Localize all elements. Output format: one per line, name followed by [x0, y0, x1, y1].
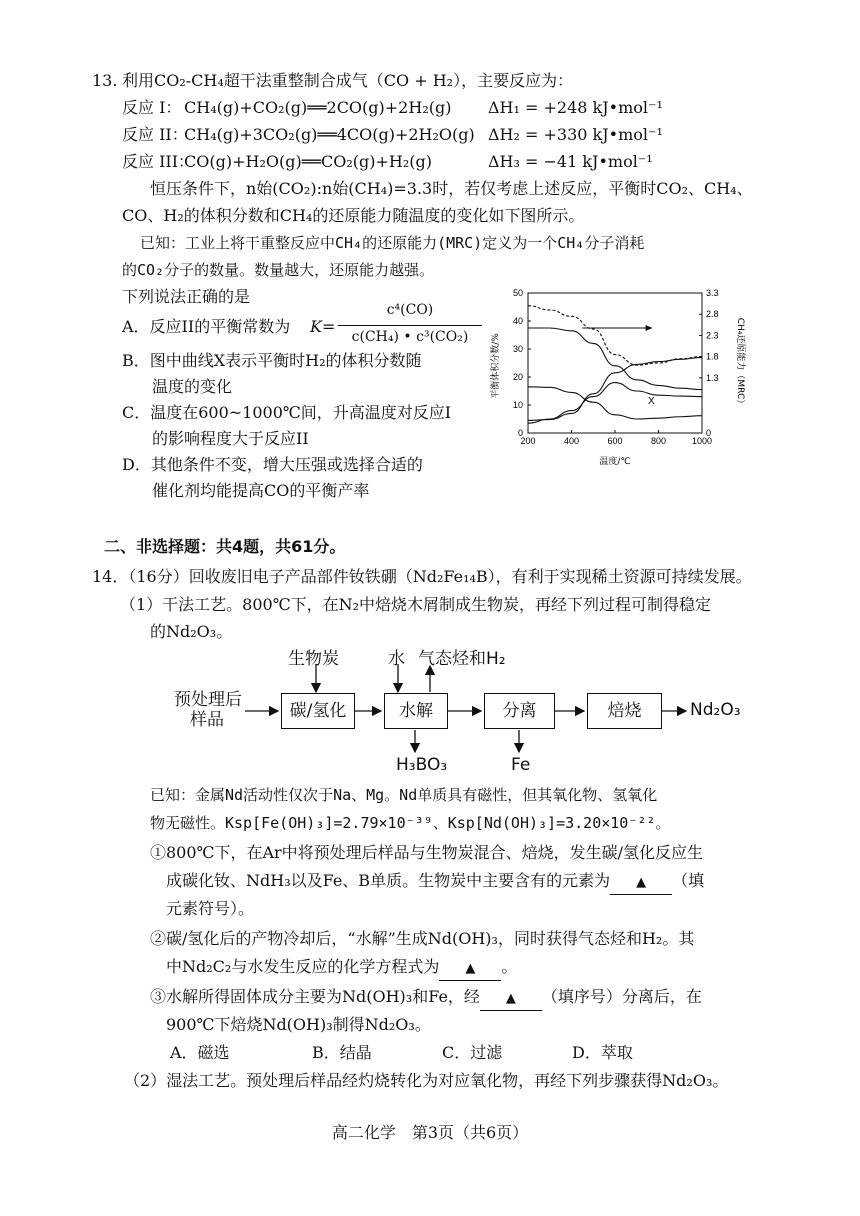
- option-a-prefix: A．反应II的平衡常数为: [122, 317, 291, 336]
- right-y-tick-label: 1.3: [706, 372, 719, 383]
- flow-input-line1: 预处理后: [174, 690, 242, 710]
- q14-heading: 14．（16分）回收废旧电子产品部件钕铁硼（Nd₂Fe₁₄B），有利于实现稀土资源可持续发展。: [92, 567, 752, 586]
- reaction-1-enthalpy: ΔH₁ = +248 kJ•mol⁻¹: [488, 98, 663, 117]
- choice-b: B．结晶: [312, 1043, 372, 1062]
- right-axis-label: CH₄还原能力（MRC）: [735, 317, 745, 409]
- flow-box-roasting: 焙烧: [587, 693, 662, 729]
- answer-blank-1[interactable]: [610, 870, 672, 895]
- q14-step1-line2: [166, 870, 704, 895]
- q14-step2-line2-text: 中Nd₂C₂与水发生反应的化学方程式为: [166, 957, 440, 976]
- option-d-line1: D．其他条件不变，增大压强或选择合适的: [122, 455, 423, 474]
- left-y-tick-label: 20: [512, 372, 523, 382]
- blank-marker: ▲: [636, 875, 647, 890]
- q13-condition-line1: 恒压条件下，n始(CO₂):n始(CH₄)=3.3时，若仅考虑上述反应，平衡时CO₂、CH₄、: [150, 179, 753, 198]
- right-y-tick-label: 1.8: [706, 351, 719, 362]
- choice-a: A．磁选: [170, 1043, 230, 1062]
- option-b-line2: 温度的变化: [152, 377, 233, 396]
- left-y-tick-label: 10: [512, 400, 523, 410]
- option-c-line1: C．温度在600~1000℃间，升高温度对反应I: [122, 403, 452, 422]
- q14-step3-line1-text: ③水解所得固体成分主要为Nd(OH)₃和Fe，经: [150, 987, 480, 1006]
- q13-known-line2: 的CO₂分子的数量。数量越大，还原能力越强。: [122, 261, 435, 279]
- q14-step2-line1: ②碳/氢化后的产物冷却后，“水解”生成Nd(OH)₃，同时获得气态烃和H₂。其: [150, 929, 695, 948]
- reaction-3-label: 反应 III：: [122, 152, 195, 171]
- option-c-line2: 的影响程度大于反应II: [152, 429, 309, 448]
- q14-step3-line1-suffix: （填序号）分离后，在: [541, 987, 702, 1006]
- q13-number: 13.: [92, 71, 118, 90]
- flow-box-hydrolysis: 水解: [384, 693, 448, 729]
- reaction-1-label: 反应 I：: [122, 98, 182, 117]
- blank-marker: ▲: [465, 961, 476, 976]
- reaction-3-equation: CO(g)+H₂O(g)══CO₂(g)+H₂(g): [184, 152, 432, 171]
- choice-c: C．过滤: [442, 1043, 503, 1062]
- q14-part1-line2: 的Nd₂O₃。: [150, 622, 233, 641]
- reaction-3-enthalpy: ΔH₃ = −41 kJ•mol⁻¹: [488, 152, 653, 171]
- curve-x-annotation: X: [648, 396, 655, 407]
- q13-condition-line2: CO、H₂的体积分数和CH₄的还原能力随温度的变化如下图所示。: [122, 206, 585, 225]
- q14-known-line1: 已知：金属Nd活动性仅次于Na、Mg。Nd单质具有磁性，但其氧化物、氢氧化: [150, 786, 658, 804]
- q13-question: 下列说法正确的是: [122, 287, 251, 306]
- x-tick-label: 800: [650, 436, 667, 446]
- left-y-tick-label: 40: [512, 316, 523, 326]
- right-y-tick-label: 3.3: [706, 288, 719, 298]
- q14-step1-line2-text: 成碳化钕、NdH₃以及Fe、B单质。生物炭中主要含有的元素为: [166, 871, 611, 890]
- x-tick-label: 200: [520, 436, 536, 446]
- flow-box-separation: 分离: [484, 693, 555, 729]
- right-y-tick-label: 2.3: [706, 330, 719, 341]
- flow-input-water: 水: [388, 649, 405, 669]
- left-y-tick-label: 0: [517, 428, 523, 438]
- q13-known-line1: 已知：工业上将干重整反应中CH₄的还原能力(MRC)定义为一个CH₄分子消耗: [140, 234, 645, 252]
- answer-blank-3[interactable]: [480, 986, 542, 1011]
- option-a-denominator: c(CH₄) • c³(CO₂): [351, 329, 469, 345]
- right-y-tick-label: 2.8: [706, 309, 719, 320]
- flow-box-carbonization: 碳/氢化: [281, 693, 355, 729]
- reaction-2-equation: CH₄(g)+3CO₂(g)══4CO(g)+2H₂O(g): [184, 125, 475, 144]
- x-tick-label: 600: [607, 436, 623, 446]
- flow-output-iron: Fe: [511, 755, 531, 775]
- flow-input-biochar: 生物炭: [288, 649, 339, 669]
- left-y-tick-label: 50: [512, 288, 523, 298]
- flow-input-line2: 样品: [190, 710, 224, 730]
- q14-step1-line1: ①800℃下，在Ar中将预处理后样品与生物炭混合、焙烧，发生碳/氢化反应生: [150, 843, 704, 862]
- option-a-k: K=: [310, 317, 336, 336]
- answer-blank-2[interactable]: [439, 956, 501, 981]
- q14-step3-line2: 900℃下焙烧Nd(OH)₃制得Nd₂O₃。: [166, 1015, 431, 1034]
- x-axis-label: 温度/℃: [599, 457, 631, 467]
- q14-step1-line2-suffix: （填: [672, 871, 705, 890]
- flow-output: Nd₂O₃: [690, 700, 741, 720]
- x-tick-label: 1000: [691, 436, 713, 446]
- q13-intro: 利用CO₂-CH₄超干法重整制合成气（CO + H₂），主要反应为：: [122, 71, 574, 90]
- flow-output-gas: 气态烃和H₂: [418, 649, 506, 669]
- option-b-line1: B．图中曲线X表示平衡时H₂的体积分数随: [122, 351, 422, 370]
- left-axis-label: 平衡体积分数/%: [491, 333, 501, 399]
- flow-output-boric-acid: H₃BO₃: [396, 755, 448, 775]
- option-a-numerator: c⁴(CO): [386, 302, 434, 318]
- q14-part1-line1: （1）干法工艺。800℃下，在N₂中焙烧木屑制成生物炭，再经下列过程可制得稳定: [120, 595, 712, 614]
- reaction-1-equation: CH₄(g)+CO₂(g)══2CO(g)+2H₂(g): [184, 98, 452, 117]
- q14-step1-line3: 元素符号）。: [166, 899, 255, 918]
- blank-marker: ▲: [505, 991, 516, 1006]
- x-tick-label: 400: [563, 436, 580, 446]
- reaction-2-label: 反应 II：: [122, 125, 188, 144]
- q14-step2-line2: [166, 956, 517, 981]
- page-footer: 高二化学 第3页（共6页）: [331, 1123, 529, 1142]
- choice-d: D．萃取: [572, 1043, 633, 1062]
- reaction-2-enthalpy: ΔH₂ = +330 kJ•mol⁻¹: [488, 125, 663, 144]
- q14-step3-line1: [150, 986, 702, 1011]
- section-2-heading: 二、非选择题：共4题，共61分。: [104, 537, 346, 556]
- right-y-tick-label: 0: [706, 428, 712, 438]
- q14-part2: （2）湿法工艺。预处理后样品经灼烧转化为对应氧化物，再经下列步骤获得Nd₂O₃。: [124, 1071, 729, 1090]
- q14-step2-line2-suffix: 。: [501, 957, 518, 976]
- q14-known-line2: 物无磁性。Ksp[Fe(OH)₃]=2.79×10⁻³⁹、Ksp[Nd(OH)₃]=3.20×10⁻²²。: [150, 814, 671, 832]
- left-y-tick-label: 30: [512, 344, 523, 354]
- option-d-line2: 催化剂均能提高CO的平衡产率: [152, 481, 370, 500]
